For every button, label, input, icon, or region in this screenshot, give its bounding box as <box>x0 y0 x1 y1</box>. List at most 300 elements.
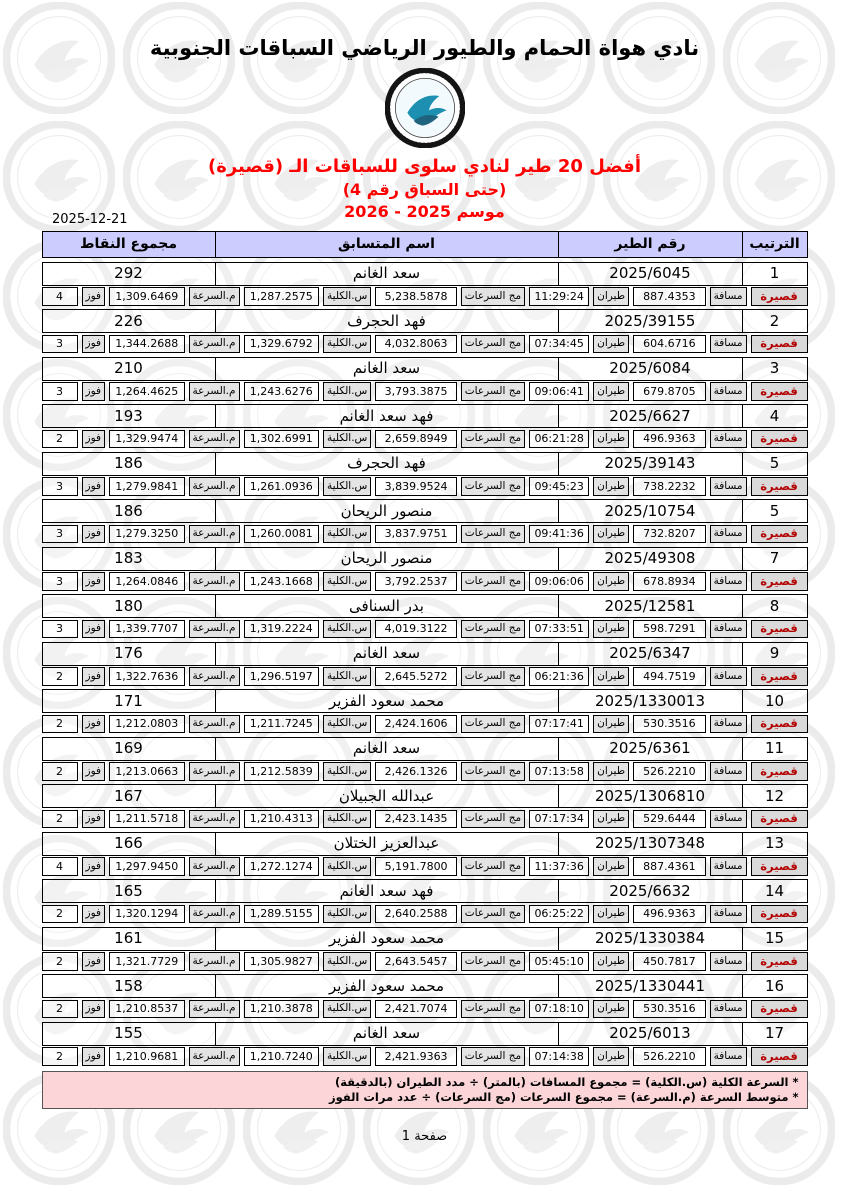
wins-label: فوز <box>82 952 106 971</box>
total-speed-value: 1,243.6276 <box>244 382 320 401</box>
total-speed-value: 1,211.7245 <box>244 715 320 734</box>
bird-number-value: 2025/39155 <box>558 309 742 333</box>
entry-detail-row <box>42 1047 808 1066</box>
contestant-name-value: عبدالعزيز الختلان <box>215 832 558 856</box>
season-label: موسم 2025 - 2026 <box>344 202 505 221</box>
wins-value: 2 <box>42 715 78 734</box>
total-speed-label: س.الكلية <box>323 952 371 971</box>
race-category-badge: قصيرة <box>751 477 808 496</box>
avg-speed-label: م.السرعة <box>189 335 240 354</box>
sum-speeds-value: 5,238.5878 <box>375 287 456 306</box>
flight-label: طيران <box>593 382 629 401</box>
bird-number-value: 2025/1307348 <box>558 832 742 856</box>
entry-detail-row <box>42 1000 808 1019</box>
avg-speed-label: م.السرعة <box>189 667 240 686</box>
entry-main-row <box>42 499 808 523</box>
flight-time-value: 06:25:22 <box>529 905 589 924</box>
wins-label: فوز <box>82 572 106 591</box>
result-entry <box>42 642 808 686</box>
bird-number-value: 2025/39143 <box>558 452 742 476</box>
entry-detail-row <box>42 572 808 591</box>
flight-time-value: 06:21:28 <box>529 430 589 449</box>
sum-speeds-label: مج السرعات <box>461 952 525 971</box>
sum-speeds-label: مج السرعات <box>461 905 525 924</box>
race-category-badge: قصيرة <box>751 287 808 306</box>
club-logo <box>0 68 849 148</box>
wins-value: 2 <box>42 905 78 924</box>
contestant-name-value: سعد الغانم <box>215 1022 558 1046</box>
flight-label: طيران <box>593 1047 629 1066</box>
distance-value: 678.8934 <box>633 572 706 591</box>
rank-value: 10 <box>742 689 808 713</box>
distance-label: مسافة <box>710 382 747 401</box>
race-category-badge: قصيرة <box>751 572 808 591</box>
sum-speeds-label: مج السرعات <box>461 335 525 354</box>
rank-value: 3 <box>742 357 808 381</box>
rank-value: 2 <box>742 309 808 333</box>
distance-value: 604.6716 <box>633 335 706 354</box>
sum-speeds-value: 3,792.2537 <box>375 572 456 591</box>
contestant-name-value: محمد سعود الفزير <box>215 927 558 951</box>
page-title: نادي هواة الحمام والطيور الرياضي السباقات الجنوبية <box>149 36 700 60</box>
total-points-value: 180 <box>42 594 215 618</box>
distance-label: مسافة <box>710 667 747 686</box>
race-category-badge: قصيرة <box>751 952 808 971</box>
sum-speeds-value: 2,640.2588 <box>375 905 456 924</box>
result-entry <box>42 594 808 638</box>
total-speed-value: 1,210.3878 <box>244 1000 320 1019</box>
contestant-name-value: منصور الريحان <box>215 547 558 571</box>
distance-label: مسافة <box>710 477 747 496</box>
header-contestant-name: اسم المتسابق <box>215 231 558 258</box>
race-category-badge: قصيرة <box>751 810 808 829</box>
distance-value: 496.9363 <box>633 905 706 924</box>
result-entry <box>42 499 808 543</box>
distance-value: 679.8705 <box>633 382 706 401</box>
contestant-name-value: سعد الغانم <box>215 737 558 761</box>
contestant-name-value: فهد سعد الغانم <box>215 404 558 428</box>
entry-main-row <box>42 737 808 761</box>
wins-label: فوز <box>82 1000 106 1019</box>
total-points-value: 292 <box>42 262 215 286</box>
wins-value: 3 <box>42 525 78 544</box>
distance-value: 526.2210 <box>633 1047 706 1066</box>
flight-label: طيران <box>593 430 629 449</box>
header-bird-number: رقم الطير <box>558 231 742 258</box>
rank-value: 14 <box>742 879 808 903</box>
flight-label: طيران <box>593 857 629 876</box>
race-number-note: (حتى السباق رقم 4) <box>342 180 507 199</box>
wins-label: فوز <box>82 335 106 354</box>
wins-value: 3 <box>42 335 78 354</box>
avg-speed-value: 1,339.7707 <box>109 620 185 639</box>
total-speed-label: س.الكلية <box>323 572 371 591</box>
total-speed-value: 1,289.5155 <box>244 905 320 924</box>
avg-speed-value: 1,309.6469 <box>109 287 185 306</box>
race-category-badge: قصيرة <box>751 857 808 876</box>
entry-detail-row <box>42 905 808 924</box>
total-speed-value: 1,305.9827 <box>244 952 320 971</box>
avg-speed-value: 1,322.7636 <box>109 667 185 686</box>
bird-number-value: 2025/49308 <box>558 547 742 571</box>
sum-speeds-value: 3,793.3875 <box>375 382 456 401</box>
sum-speeds-label: مج السرعات <box>461 287 525 306</box>
contestant-name-value: فهد الحجرف <box>215 452 558 476</box>
sum-speeds-label: مج السرعات <box>461 810 525 829</box>
total-speed-value: 1,272.1274 <box>244 857 320 876</box>
distance-value: 529.6444 <box>633 810 706 829</box>
flight-time-value: 07:17:34 <box>529 810 589 829</box>
bird-number-value: 2025/10754 <box>558 499 742 523</box>
entry-main-row <box>42 689 808 713</box>
wins-label: فوز <box>82 620 106 639</box>
entry-main-row <box>42 452 808 476</box>
rank-value: 11 <box>742 737 808 761</box>
avg-speed-value: 1,211.5718 <box>109 810 185 829</box>
race-category-badge: قصيرة <box>751 667 808 686</box>
total-speed-label: س.الكلية <box>323 715 371 734</box>
avg-speed-value: 1,320.1294 <box>109 905 185 924</box>
flight-time-value: 07:18:10 <box>529 1000 589 1019</box>
contestant-name-value: عبدالله الجبيلان <box>215 784 558 808</box>
contestant-name-value: محمد سعود الفزير <box>215 689 558 713</box>
total-points-value: 167 <box>42 784 215 808</box>
club-logo-icon <box>385 68 465 148</box>
entry-main-row <box>42 1022 808 1046</box>
sum-speeds-label: مج السرعات <box>461 1000 525 1019</box>
wins-label: فوز <box>82 905 106 924</box>
total-points-value: 155 <box>42 1022 215 1046</box>
avg-speed-label: م.السرعة <box>189 952 240 971</box>
distance-value: 450.7817 <box>633 952 706 971</box>
flight-label: طيران <box>593 952 629 971</box>
distance-label: مسافة <box>710 952 747 971</box>
footnote-total-speed: * السرعة الكلية (س.الكلية) = مجموع المسافات (بالمتر) ÷ مدد الطيران (بالدقيقة) <box>334 1074 799 1089</box>
total-points-value: 210 <box>42 357 215 381</box>
total-points-value: 186 <box>42 499 215 523</box>
entry-main-row <box>42 547 808 571</box>
race-category-badge: قصيرة <box>751 715 808 734</box>
wins-value: 2 <box>42 1000 78 1019</box>
entry-detail-row <box>42 810 808 829</box>
total-speed-value: 1,210.7240 <box>244 1047 320 1066</box>
distance-label: مسافة <box>710 1000 747 1019</box>
sum-speeds-label: مج السرعات <box>461 857 525 876</box>
entry-detail-row <box>42 620 808 639</box>
flight-label: طيران <box>593 810 629 829</box>
wins-label: فوز <box>82 382 106 401</box>
sum-speeds-value: 3,837.9751 <box>375 525 456 544</box>
total-points-value: 176 <box>42 642 215 666</box>
avg-speed-label: م.السرعة <box>189 1047 240 1066</box>
contestant-name-value: فهد الحجرف <box>215 309 558 333</box>
total-points-value: 226 <box>42 309 215 333</box>
avg-speed-label: م.السرعة <box>189 905 240 924</box>
total-points-value: 183 <box>42 547 215 571</box>
entry-main-row <box>42 404 808 428</box>
result-entry <box>42 737 808 781</box>
flight-label: طيران <box>593 715 629 734</box>
distance-label: مسافة <box>710 287 747 306</box>
wins-label: فوز <box>82 762 106 781</box>
total-speed-label: س.الكلية <box>323 477 371 496</box>
contestant-name-value: سعد الغانم <box>215 642 558 666</box>
total-speed-label: س.الكلية <box>323 667 371 686</box>
avg-speed-label: م.السرعة <box>189 525 240 544</box>
sum-speeds-value: 2,421.9363 <box>375 1047 456 1066</box>
race-category-badge: قصيرة <box>751 525 808 544</box>
avg-speed-label: م.السرعة <box>189 762 240 781</box>
bird-number-value: 2025/6627 <box>558 404 742 428</box>
sum-speeds-label: مج السرعات <box>461 525 525 544</box>
avg-speed-label: م.السرعة <box>189 857 240 876</box>
flight-time-value: 09:06:06 <box>529 572 589 591</box>
entry-detail-row <box>42 715 808 734</box>
avg-speed-value: 1,279.9841 <box>109 477 185 496</box>
total-speed-label: س.الكلية <box>323 620 371 639</box>
total-speed-label: س.الكلية <box>323 525 371 544</box>
flight-time-value: 05:45:10 <box>529 952 589 971</box>
sum-speeds-value: 4,019.3122 <box>375 620 456 639</box>
wins-label: فوز <box>82 715 106 734</box>
table-body <box>42 262 808 1066</box>
entry-main-row <box>42 927 808 951</box>
flight-label: طيران <box>593 905 629 924</box>
wins-value: 2 <box>42 1047 78 1066</box>
sum-speeds-value: 2,645.5272 <box>375 667 456 686</box>
entry-detail-row <box>42 477 808 496</box>
result-entry <box>42 1022 808 1066</box>
total-speed-label: س.الكلية <box>323 382 371 401</box>
total-speed-value: 1,243.1668 <box>244 572 320 591</box>
contestant-name-value: منصور الريحان <box>215 499 558 523</box>
result-entry <box>42 452 808 496</box>
rank-value: 8 <box>742 594 808 618</box>
flight-time-value: 09:45:23 <box>529 477 589 496</box>
total-points-value: 186 <box>42 452 215 476</box>
flight-time-value: 07:14:38 <box>529 1047 589 1066</box>
avg-speed-label: م.السرعة <box>189 572 240 591</box>
wins-value: 2 <box>42 952 78 971</box>
total-speed-value: 1,296.5197 <box>244 667 320 686</box>
bird-number-value: 2025/1306810 <box>558 784 742 808</box>
avg-speed-label: م.السرعة <box>189 477 240 496</box>
distance-label: مسافة <box>710 905 747 924</box>
entry-detail-row <box>42 525 808 544</box>
wins-value: 3 <box>42 572 78 591</box>
flight-label: طيران <box>593 572 629 591</box>
result-entry <box>42 784 808 828</box>
avg-speed-label: م.السرعة <box>189 430 240 449</box>
rank-value: 9 <box>742 642 808 666</box>
flight-label: طيران <box>593 667 629 686</box>
contestant-name-value: فهد سعد الغانم <box>215 879 558 903</box>
sum-speeds-label: مج السرعات <box>461 715 525 734</box>
flight-time-value: 07:34:45 <box>529 335 589 354</box>
contestant-name-value: سعد الغانم <box>215 357 558 381</box>
sum-speeds-value: 4,032.8063 <box>375 335 456 354</box>
total-speed-label: س.الكلية <box>323 762 371 781</box>
race-category-badge: قصيرة <box>751 905 808 924</box>
wins-value: 4 <box>42 287 78 306</box>
avg-speed-label: م.السرعة <box>189 810 240 829</box>
rank-value: 17 <box>742 1022 808 1046</box>
distance-label: مسافة <box>710 572 747 591</box>
sum-speeds-value: 5,191.7800 <box>375 857 456 876</box>
avg-speed-value: 1,264.0846 <box>109 572 185 591</box>
sum-speeds-value: 2,421.7074 <box>375 1000 456 1019</box>
table-header-row <box>42 231 808 258</box>
distance-value: 530.3516 <box>633 1000 706 1019</box>
wins-value: 2 <box>42 430 78 449</box>
distance-label: مسافة <box>710 715 747 734</box>
entry-detail-row <box>42 857 808 876</box>
sum-speeds-value: 2,643.5457 <box>375 952 456 971</box>
race-category-badge: قصيرة <box>751 335 808 354</box>
distance-value: 526.2210 <box>633 762 706 781</box>
distance-label: مسافة <box>710 620 747 639</box>
total-speed-value: 1,210.4313 <box>244 810 320 829</box>
rank-value: 16 <box>742 974 808 998</box>
distance-value: 494.7519 <box>633 667 706 686</box>
wins-value: 4 <box>42 857 78 876</box>
wins-value: 2 <box>42 762 78 781</box>
rank-value: 15 <box>742 927 808 951</box>
rank-value: 5 <box>742 499 808 523</box>
distance-label: مسافة <box>710 335 747 354</box>
avg-speed-value: 1,321.7729 <box>109 952 185 971</box>
avg-speed-value: 1,210.8537 <box>109 1000 185 1019</box>
avg-speed-value: 1,279.3250 <box>109 525 185 544</box>
wins-label: فوز <box>82 477 106 496</box>
contestant-name-value: محمد سعود الفزير <box>215 974 558 998</box>
wins-label: فوز <box>82 430 106 449</box>
race-category-badge: قصيرة <box>751 1000 808 1019</box>
bird-number-value: 2025/1330013 <box>558 689 742 713</box>
total-speed-label: س.الكلية <box>323 335 371 354</box>
distance-value: 530.3516 <box>633 715 706 734</box>
entry-main-row <box>42 594 808 618</box>
wins-value: 3 <box>42 620 78 639</box>
rank-value: 4 <box>742 404 808 428</box>
entry-main-row <box>42 879 808 903</box>
header-total-points: مجموع النقاط <box>42 231 215 258</box>
race-category-badge: قصيرة <box>751 1047 808 1066</box>
report-date: 2025-12-21 <box>52 212 128 227</box>
flight-time-value: 07:13:58 <box>529 762 589 781</box>
entry-detail-row <box>42 287 808 306</box>
avg-speed-value: 1,213.0663 <box>109 762 185 781</box>
total-speed-label: س.الكلية <box>323 1000 371 1019</box>
result-entry <box>42 357 808 401</box>
total-points-value: 169 <box>42 737 215 761</box>
distance-label: مسافة <box>710 1047 747 1066</box>
entry-main-row <box>42 974 808 998</box>
total-speed-label: س.الكلية <box>323 1047 371 1066</box>
flight-time-value: 07:33:51 <box>529 620 589 639</box>
result-entry <box>42 974 808 1018</box>
avg-speed-value: 1,344.2688 <box>109 335 185 354</box>
sum-speeds-label: مج السرعات <box>461 1047 525 1066</box>
total-points-value: 158 <box>42 974 215 998</box>
flight-label: طيران <box>593 335 629 354</box>
bird-number-value: 2025/12581 <box>558 594 742 618</box>
report-subtitle: أفضل 20 طير لنادي سلوى للسباقات الـ (قصيرة) <box>207 156 641 177</box>
avg-speed-label: م.السرعة <box>189 382 240 401</box>
wins-label: فوز <box>82 525 106 544</box>
race-category-badge: قصيرة <box>751 620 808 639</box>
avg-speed-value: 1,264.4625 <box>109 382 185 401</box>
total-speed-label: س.الكلية <box>323 905 371 924</box>
contestant-name-value: سعد الغانم <box>215 262 558 286</box>
entry-main-row <box>42 357 808 381</box>
bird-number-value: 2025/6084 <box>558 357 742 381</box>
flight-time-value: 07:17:41 <box>529 715 589 734</box>
wins-label: فوز <box>82 810 106 829</box>
total-speed-label: س.الكلية <box>323 810 371 829</box>
footnote-avg-speed: * متوسط السرعة (م.السرعة) = مجموع السرعات (مج السرعات) ÷ عدد مرات الفوز <box>328 1089 799 1104</box>
page-number: صفحة 1 <box>401 1128 448 1144</box>
flight-time-value: 09:06:41 <box>529 382 589 401</box>
bird-number-value: 2025/6045 <box>558 262 742 286</box>
total-points-value: 166 <box>42 832 215 856</box>
flight-label: طيران <box>593 477 629 496</box>
distance-value: 738.2232 <box>633 477 706 496</box>
flight-label: طيران <box>593 1000 629 1019</box>
flight-label: طيران <box>593 525 629 544</box>
sum-speeds-value: 2,659.8949 <box>375 430 456 449</box>
wins-value: 3 <box>42 382 78 401</box>
total-speed-value: 1,261.0936 <box>244 477 320 496</box>
flight-time-value: 11:37:36 <box>529 857 589 876</box>
flight-time-value: 06:21:36 <box>529 667 589 686</box>
avg-speed-label: م.السرعة <box>189 715 240 734</box>
race-category-badge: قصيرة <box>751 762 808 781</box>
result-entry <box>42 547 808 591</box>
result-entry <box>42 832 808 876</box>
race-category-badge: قصيرة <box>751 430 808 449</box>
result-entry <box>42 927 808 971</box>
distance-label: مسافة <box>710 810 747 829</box>
rank-value: 5 <box>742 452 808 476</box>
rank-value: 7 <box>742 547 808 571</box>
flight-label: طيران <box>593 287 629 306</box>
distance-value: 887.4353 <box>633 287 706 306</box>
result-entry <box>42 262 808 306</box>
wins-value: 2 <box>42 810 78 829</box>
footnotes-box <box>42 1071 808 1109</box>
wins-label: فوز <box>82 1047 106 1066</box>
total-speed-label: س.الكلية <box>323 430 371 449</box>
result-entry <box>42 879 808 923</box>
avg-speed-value: 1,329.9474 <box>109 430 185 449</box>
sum-speeds-value: 3,839.9524 <box>375 477 456 496</box>
sum-speeds-label: مج السرعات <box>461 762 525 781</box>
avg-speed-label: م.السرعة <box>189 287 240 306</box>
distance-label: مسافة <box>710 525 747 544</box>
header-rank: الترتيب <box>742 231 808 258</box>
distance-value: 732.8207 <box>633 525 706 544</box>
total-speed-value: 1,329.6792 <box>244 335 320 354</box>
avg-speed-value: 1,212.0803 <box>109 715 185 734</box>
distance-label: مسافة <box>710 430 747 449</box>
entry-main-row <box>42 309 808 333</box>
distance-value: 598.7291 <box>633 620 706 639</box>
sum-speeds-label: مج السرعات <box>461 430 525 449</box>
rank-value: 13 <box>742 832 808 856</box>
entry-detail-row <box>42 952 808 971</box>
contestant-name-value: بدر السنافى <box>215 594 558 618</box>
